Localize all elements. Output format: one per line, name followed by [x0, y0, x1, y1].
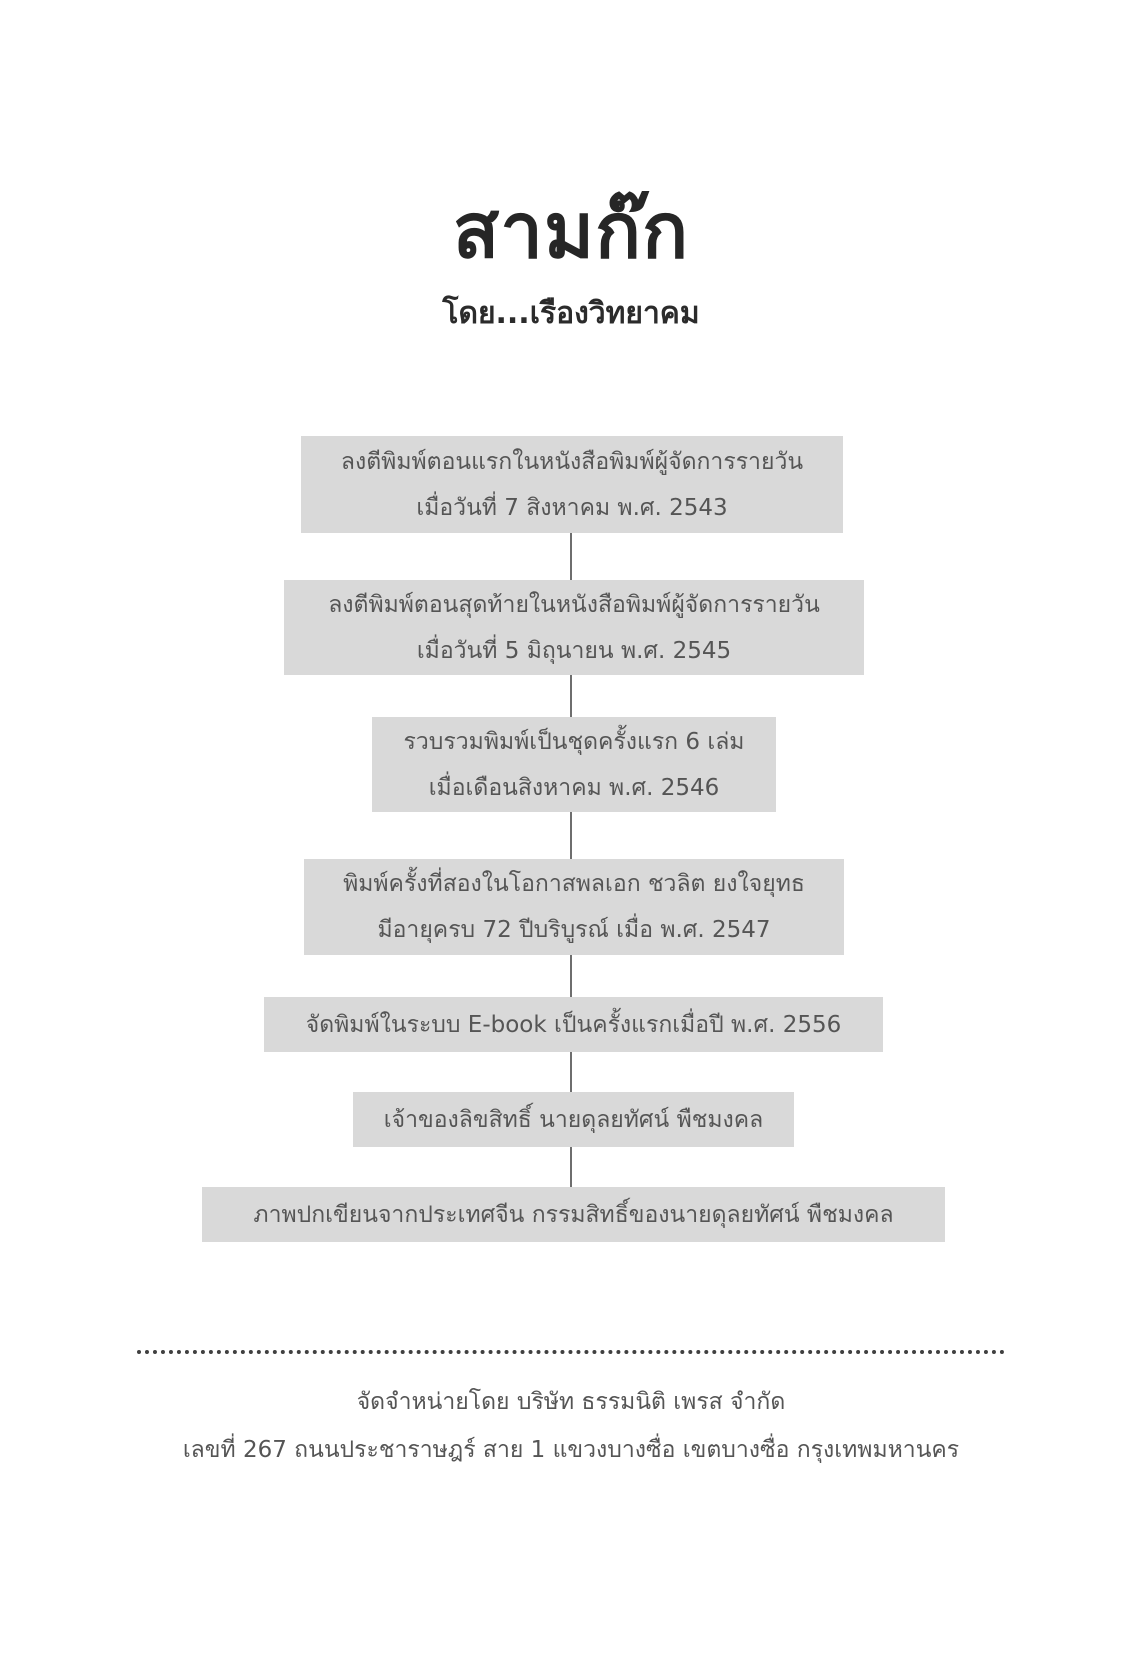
publisher-footer — [0, 1378, 1142, 1474]
timeline-connector — [570, 1147, 572, 1187]
timeline-item-text: ลงตีพิมพ์ตอนแรกในหนังสือพิมพ์ผู้จัดการรายวัน — [340, 448, 804, 475]
timeline-item-second-edition — [304, 859, 844, 955]
timeline-connector — [570, 533, 572, 580]
timeline-item-cover-art — [202, 1187, 945, 1242]
timeline-item-first-edition — [372, 717, 776, 812]
timeline-connector — [570, 955, 572, 997]
timeline-item-date: มีอายุครบ 72 ปีบริบูรณ์ เมื่อ พ.ศ. 2547 — [377, 917, 771, 943]
timeline-connector — [570, 675, 572, 717]
timeline-item-text: รวบรวมพิมพ์เป็นชุดครั้งแรก 6 เล่ม — [403, 728, 745, 755]
timeline-connector — [570, 1052, 572, 1092]
timeline-item-text: ภาพปกเขียนจากประเทศจีน กรรมสิทธิ์ของนายดุลยทัศน์ พืชมงคล — [253, 1201, 894, 1228]
timeline-item-text: ลงตีพิมพ์ตอนสุดท้ายในหนังสือพิมพ์ผู้จัดการรายวัน — [328, 591, 820, 618]
timeline-item-copyright — [353, 1092, 794, 1147]
timeline-item-last-serial — [284, 580, 864, 675]
timeline-item-text: พิมพ์ครั้งที่สองในโอกาสพลเอก ชวลิต ยงใจยุทธ — [343, 871, 805, 897]
timeline-item-first-serial — [301, 436, 843, 533]
timeline-item-date: เมื่อวันที่ 5 มิถุนายน พ.ศ. 2545 — [416, 637, 732, 664]
timeline-item-text: เจ้าของลิขสิทธิ์ นายดุลยทัศน์ พืชมงคล — [383, 1106, 764, 1133]
timeline-item-date: เมื่อวันที่ 7 สิงหาคม พ.ศ. 2543 — [416, 494, 728, 521]
book-title: สามก๊ก — [452, 186, 690, 275]
timeline-item-date: เมื่อเดือนสิงหาคม พ.ศ. 2546 — [428, 774, 720, 801]
dotted-divider — [137, 1350, 1005, 1354]
address-line: เลขที่ 267 ถนนประชาราษฎร์ สาย 1 แขวงบางซื่อ เขตบางซื่อ กรุงเทพมหานคร — [182, 1437, 960, 1463]
timeline-connector — [570, 812, 572, 859]
author-line: โดย...เรืองวิทยาคม — [442, 296, 700, 331]
distributor-line: จัดจำหน่ายโดย บริษัท ธรรมนิติ เพรส จำกัด — [356, 1389, 786, 1415]
timeline-item-text: จัดพิมพ์ในระบบ E-book เป็นครั้งแรกเมื่อปี พ.ศ. 2556 — [305, 1011, 842, 1038]
timeline-item-ebook — [264, 997, 883, 1052]
